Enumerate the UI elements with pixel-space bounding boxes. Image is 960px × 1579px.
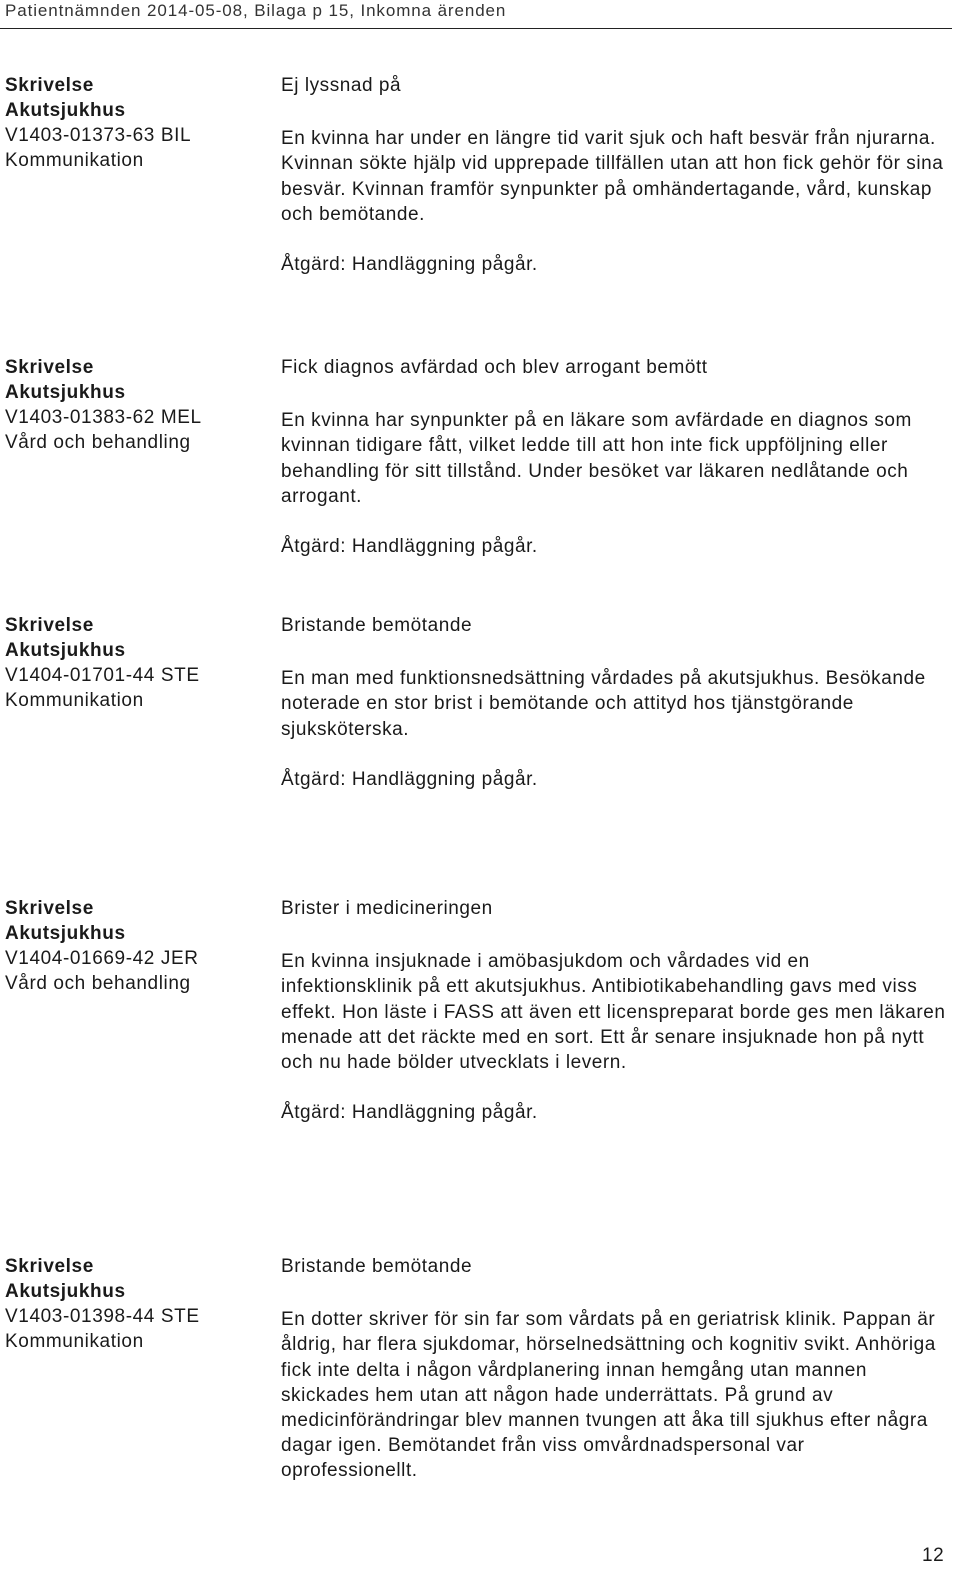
case-type: Skrivelse <box>5 75 94 96</box>
case-action: Åtgärd: Handläggning pågår. <box>281 1102 538 1124</box>
case-description: En kvinna har synpunkter på en läkare som avfärdade en diagnos som kvinnan tidigare fått, vilket ledde till att hon inte fick uppföljning eller behandling för sitt tillstånd. Under besöket var läkaren nedlåtande och arrogant. <box>281 410 912 507</box>
case-meta <box>5 1254 265 1354</box>
header-text: Patientnämnden 2014-05-08, Bilaga p 15, Inkomna ärenden <box>5 1 507 20</box>
case-description: En man med funktionsnedsättning vårdades på akutsjukhus. Besökande noterade en stor brist i bemötande och attityd hos tjänstgörande sjuksköterska. <box>281 668 926 740</box>
case-content <box>281 73 946 277</box>
case-reference: V1403-01383-62 MEL <box>5 407 202 428</box>
case-reference: V1404-01669-42 JER <box>5 948 199 969</box>
case-meta <box>5 896 265 996</box>
case-title: Brister i medicineringen <box>281 898 493 919</box>
case-category: Vård och behandling <box>5 973 191 994</box>
case-reference: V1403-01373-63 BIL <box>5 125 192 146</box>
case-category: Kommunikation <box>5 150 144 171</box>
case-type: Skrivelse <box>5 357 94 378</box>
case-meta <box>5 613 265 713</box>
case-description: En kvinna insjuknade i amöbasjukdom och vårdades vid en infektionsklinik på ett akutsjukhus. Antibiotikabehandling gavs med viss effekt. Hon läste i FASS att även ett licenspreparat borde ges men läkaren menade att det räckte med en sort. Ett år senare insjuknade hon på nytt och nu hade bölder utvecklats i levern. <box>281 951 946 1074</box>
case-reference: V1404-01701-44 STE <box>5 665 200 686</box>
case-content <box>281 355 946 559</box>
case-title: Bristande bemötande <box>281 615 473 636</box>
case-content <box>281 613 946 792</box>
case-meta <box>5 73 265 173</box>
case-category: Kommunikation <box>5 1331 144 1352</box>
case-description: En kvinna har under en längre tid varit sjuk och haft besvär från njurarna. Kvinnan sökte hjälp vid upprepade tillfällen utan att hon fick gehör för sina besvär. Kvinnan framför synpunkter på omhändertagande, vård, kunskap och bemötande. <box>281 128 944 225</box>
page-header <box>0 0 952 29</box>
case-type: Skrivelse <box>5 1256 94 1277</box>
case-reference: V1403-01398-44 STE <box>5 1306 200 1327</box>
case-unit: Akutsjukhus <box>5 1281 126 1302</box>
case-action: Åtgärd: Handläggning pågår. <box>281 768 538 790</box>
case-category: Kommunikation <box>5 690 144 711</box>
case-content <box>281 1254 946 1509</box>
case-unit: Akutsjukhus <box>5 382 126 403</box>
case-description: En dotter skriver för sin far som vårdats på en geriatrisk klinik. Pappan är åldrig, har flera sjukdomar, hörselnedsättning och kognitiv svikt. Anhöriga fick inte delta i någon vårdplanering innan hemgång utan mannen skickades hem utan att någon hade underrättats. På grund av medicinförändringar blev mannen tvungen att åka till sjukhus efter några dagar igen. Bemötandet från viss omvårdnadspersonal var oprofessionellt. <box>281 1309 936 1482</box>
case-type: Skrivelse <box>5 898 94 919</box>
case-title: Fick diagnos avfärdad och blev arrogant bemött <box>281 357 708 378</box>
case-type: Skrivelse <box>5 615 94 636</box>
case-unit: Akutsjukhus <box>5 923 126 944</box>
case-title: Ej lyssnad på <box>281 75 402 96</box>
page-number: 12 <box>922 1545 945 1566</box>
case-title: Bristande bemötande <box>281 1256 473 1277</box>
case-action: Åtgärd: Handläggning pågår. <box>281 254 538 276</box>
case-unit: Akutsjukhus <box>5 100 126 121</box>
case-unit: Akutsjukhus <box>5 640 126 661</box>
case-category: Vård och behandling <box>5 432 191 453</box>
case-action: Åtgärd: Handläggning pågår. <box>281 536 538 558</box>
case-meta <box>5 355 265 455</box>
case-content <box>281 896 946 1125</box>
